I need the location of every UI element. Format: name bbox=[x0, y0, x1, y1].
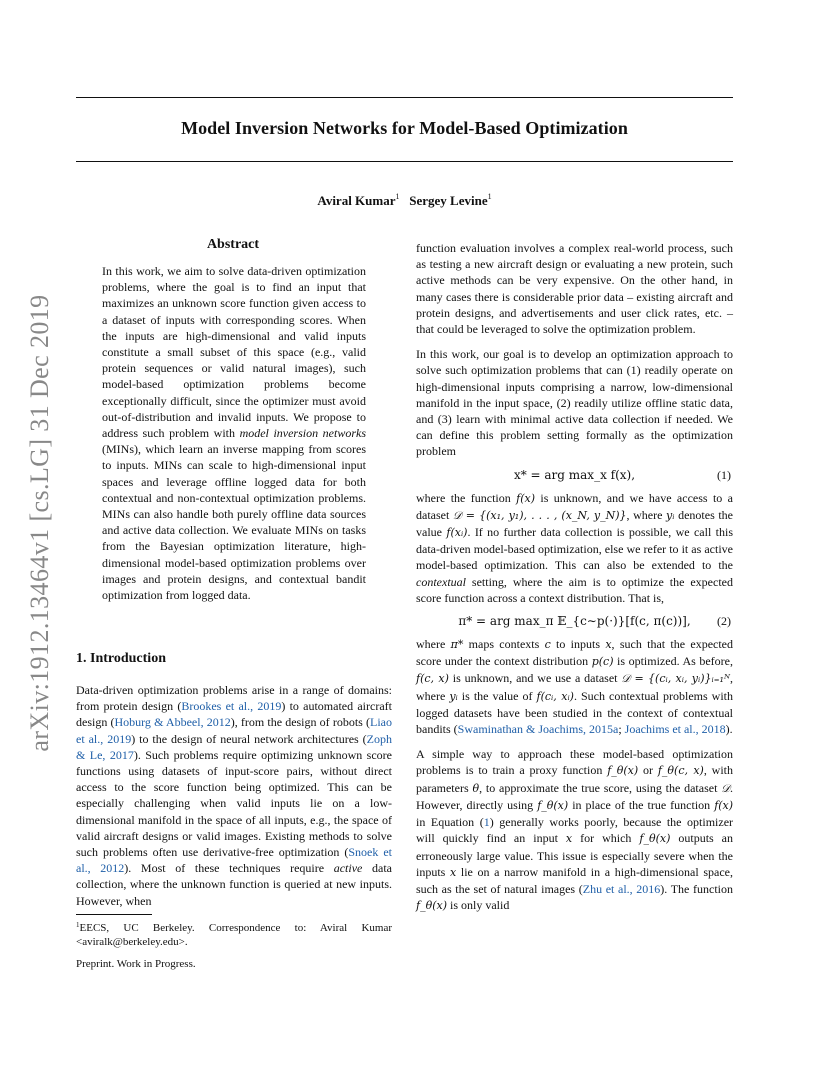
footnote-text: EECS, UC Berkeley. Correspondence to: Aviral Kumar <aviralk@berkeley.edu>. bbox=[76, 922, 392, 948]
equation-body: π* = arg max_π 𝔼_{c∼p(·)}[f(c, π(c))], bbox=[458, 614, 691, 629]
introduction-body bbox=[76, 682, 392, 909]
arxiv-id: arXiv:1912.13464v1 [cs.LG] 31 Dec 2019 bbox=[25, 293, 54, 752]
citation-link[interactable]: Snoek et al., 2012 bbox=[76, 845, 392, 876]
equation-number: (1) bbox=[717, 467, 731, 482]
abstract-paragraph: In this work, we aim to solve data-driven optimization problems, where the goal is to find an input that maximizes an unknown score function given access to a dataset of inputs with corresponding scores. When the inputs are high-dimensional and valid inputs constitute a small subset of this space (e.g., valid protein sequences or valid natural images), such model-based optimization problems become exceptionally difficult, since the optimizer must avoid out-of-distribution and invalid inputs. We propose to address such problem with model inversion networks (MINs), which learn an inverse mapping from scores to inputs. MINs can scale to high-dimensional input spaces and leverage offline logged data for both contextual and non-contextual optimization problems. MINs can also handle both purely offline data sources and active data collection. We evaluate MINs on tasks from the Bayesian optimization literature, high-dimensional model-based optimization problems over images and protein designs, and contextual bandit optimization from logged data. bbox=[102, 264, 366, 603]
preprint-notice: Preprint. Work in Progress. bbox=[76, 958, 196, 970]
citation-link[interactable]: Zhu et al., 2016 bbox=[582, 881, 661, 896]
citation-link[interactable]: Liao et al., 2019 bbox=[76, 715, 392, 746]
body-paragraph: where π* maps contexts c to inputs x, such that the expected score under the context distribution p(c) is optimized. As before, f(c, x) is unknown, and we use a dataset 𝒟 = {(cᵢ, xᵢ, yᵢ)}ᵢ₌₁ᴺ, where yᵢ is the value of f(cᵢ, xᵢ). Such contextual problems with logged datasets have been studied in the context of contextual bandits (Swaminathan & Joachims, 2015a; Joachims et al., 2018). bbox=[416, 637, 734, 737]
author-affiliation-mark: 1 bbox=[395, 192, 400, 201]
author-list bbox=[76, 192, 733, 209]
citation-link[interactable]: Hoburg & Abbeel, 2012 bbox=[114, 715, 231, 730]
body-paragraph: A simple way to approach these model-based optimization problems is to train a proxy function f_θ(x) or f_θ(c, x), with parameters θ, to approximate the true score, using the dataset 𝒟. However, directly using f_θ(x) in place of the true function f(x) in Equation (1) generally works poorly, because the optimizer will quickly find an input x for which f_θ(x) outputs an erroneously large value. This issue is especially severe when the inputs x lie on a narrow manifold in a high-dimensional space, such as the set of natural images (Zhu et al., 2016). The function f_θ(x) is only valid bbox=[416, 747, 734, 913]
equation-reference-link[interactable]: 1 bbox=[483, 815, 490, 830]
paper-title: Model Inversion Networks for Model-Based Optimization bbox=[181, 118, 628, 138]
footnote-rule bbox=[76, 914, 152, 915]
body-paragraph: where the function f(x) is unknown, and we have access to a dataset 𝒟 = {(x₁, y₁), . . . , (x_N, y_N)}, where yᵢ denotes the value f(xᵢ). If no further data collection is possible, we call this data-driven model-based optimization, else we refer to it as active model-based optimization. This can also be extended to the contextual setting, where the aim is to optimize the expected score function across a context distribution. That is, bbox=[416, 490, 734, 605]
equation-body: x* = arg max_x f(x), bbox=[513, 467, 636, 482]
right-column bbox=[416, 240, 733, 914]
section-heading-introduction: 1. Introduction bbox=[76, 651, 166, 666]
author-name: Sergey Levine bbox=[409, 193, 488, 208]
citation-link[interactable]: Brookes et al., 2019 bbox=[181, 699, 282, 714]
title-rule-bottom bbox=[76, 161, 733, 162]
footnote-mark: 1 bbox=[76, 921, 80, 929]
citation-link[interactable]: Joachims et al., 2018 bbox=[624, 722, 726, 737]
equation-number: (2) bbox=[717, 614, 731, 629]
equation-1 bbox=[416, 460, 733, 490]
body-paragraph: function evaluation involves a complex real-world process, such as testing a new aircraft design or evaluating a new protein, such active methods can be very expensive. On the other hand, in many cases there is considerable prior data – existing aircraft and protein designs, and advertisements and user click rates, etc. – that could be leveraged to solve the optimization problem. bbox=[416, 241, 733, 337]
abstract-body bbox=[102, 263, 366, 603]
title-rule-top bbox=[76, 97, 733, 98]
body-paragraph: In this work, our goal is to develop an optimization approach to solve such optimization problems that can (1) readily operate on high-dimensional inputs comprising a narrow, low-dimensional manifold in the input space, (2) readily utilize offline static data, and (3) learn with minimal active data collection if needed. We can define this problem setting formally as the optimization problem bbox=[416, 347, 733, 459]
footnote bbox=[76, 918, 392, 949]
author-name: Aviral Kumar bbox=[317, 193, 396, 208]
introduction-paragraph: Data-driven optimization problems arise in a range of domains: from protein design (Brookes et al., 2019) to automated aircraft design (Hoburg & Abbeel, 2012), from the design of robots (Liao et al., 2019) to the design of neural network architectures (Zoph & Le, 2017). Such problems require optimizing unknown score functions using datasets of input-score pairs, without direct access to the score function being optimized. This can be especially challenging when valid inputs lie on a low-dimensional manifold in the space of all inputs, e.g., the space of valid aircraft designs or valid images. Existing methods to solve such problems often use derivative-free optimization (Snoek et al., 2012). Most of these techniques require active data collection, where the unknown function is queried at new inputs. However, when bbox=[76, 683, 393, 908]
citation-link[interactable]: Zoph & Le, 2017 bbox=[76, 731, 392, 762]
equation-2 bbox=[416, 606, 733, 636]
author-affiliation-mark: 1 bbox=[487, 192, 492, 201]
citation-link[interactable]: Swaminathan & Joachims, 2015a bbox=[457, 722, 619, 737]
abstract-heading: Abstract bbox=[206, 237, 260, 252]
arxiv-stamp bbox=[25, 293, 54, 752]
